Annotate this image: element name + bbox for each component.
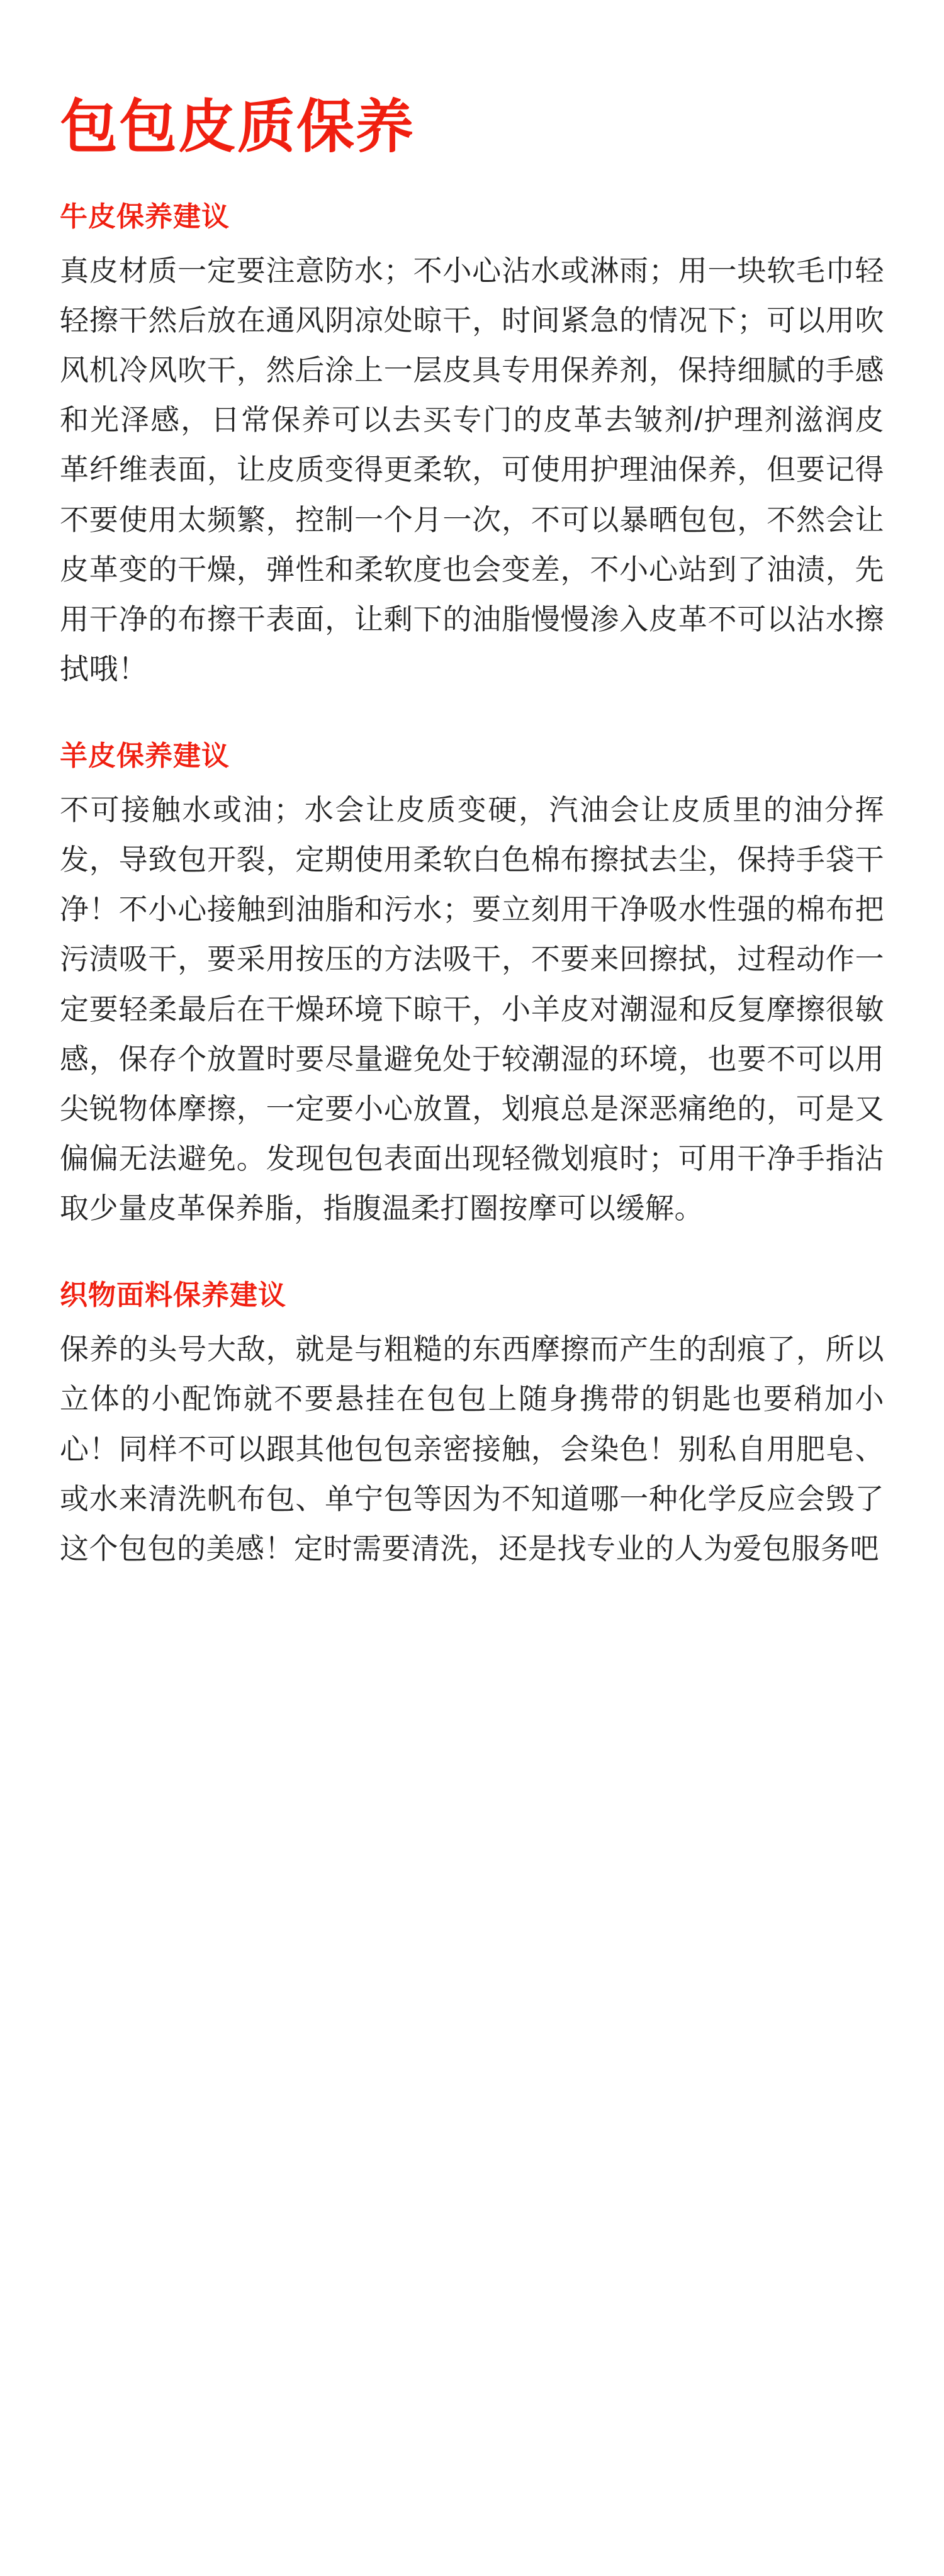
section-body: 真皮材质一定要注意防水；不小心沾水或淋雨；用一块软毛巾轻轻擦干然后放在通风阴凉处晾干，时间紧急的情况下；可以用吹风机冷风吹干，然后涂上一层皮具专用保养剂，保持细腻的手感和光泽感，日常保养可以去买专门的皮革去皱剂/护理剂滋润皮革纤维表面，让皮质变得更柔软，可使用护理油保养，但要记得不要使用太频繁，控制一个月一次，不可以暴晒包包，不然会让皮革变的干燥，弹性和柔软度也会变差，不小心站到了油渍，先用干净的布擦干表面，让剩下的油脂慢慢渗入皮革不可以沾水擦拭哦！ <box>60 254 884 685</box>
section-body: 不可接触水或油；水会让皮质变硬，汽油会让皮质里的油分挥发，导致包开裂，定期使用柔软白色棉布擦拭去尘，保持手袋干净！不小心接触到油脂和污水；要立刻用干净吸水性强的棉布把污渍吸干，要采用按压的方法吸干，不要来回擦拭，过程动作一定要轻柔最后在干燥环境下晾干，小羊皮对潮湿和反复摩擦很敏感，保存个放置时要尽量避免处于较潮湿的环境，也要不可以用尖锐物体摩擦，一定要小心放置，划痕总是深恶痛绝的，可是又偏偏无法避免。发现包包表面出现轻微划痕时；可用干净手指沾取少量皮革保养脂，指腹温柔打圈按摩可以缓解。 <box>60 793 884 1225</box>
page-title: 包包皮质保养 <box>60 95 415 159</box>
section-cowhide-care <box>60 199 884 694</box>
section-heading: 牛皮保养建议 <box>60 201 230 232</box>
section-fabric-care <box>60 1277 884 1574</box>
section-body: 保养的头号大敌，就是与粗糙的东西摩擦而产生的刮痕了，所以立体的小配饰就不要悬挂在包包上随身携带的钥匙也要稍加小心！同样不可以跟其他包包亲密接触，会染色！别私自用肥皂、或水来清洗帆布包、单宁包等因为不知道哪一种化学反应会毁了这个包包的美感！定时需要清洗，还是找专业的人为爱包服务吧 <box>60 1333 884 1565</box>
section-heading: 织物面料保养建议 <box>60 1280 286 1311</box>
section-heading: 羊皮保养建议 <box>60 740 230 771</box>
section-sheepskin-care <box>60 738 884 1233</box>
